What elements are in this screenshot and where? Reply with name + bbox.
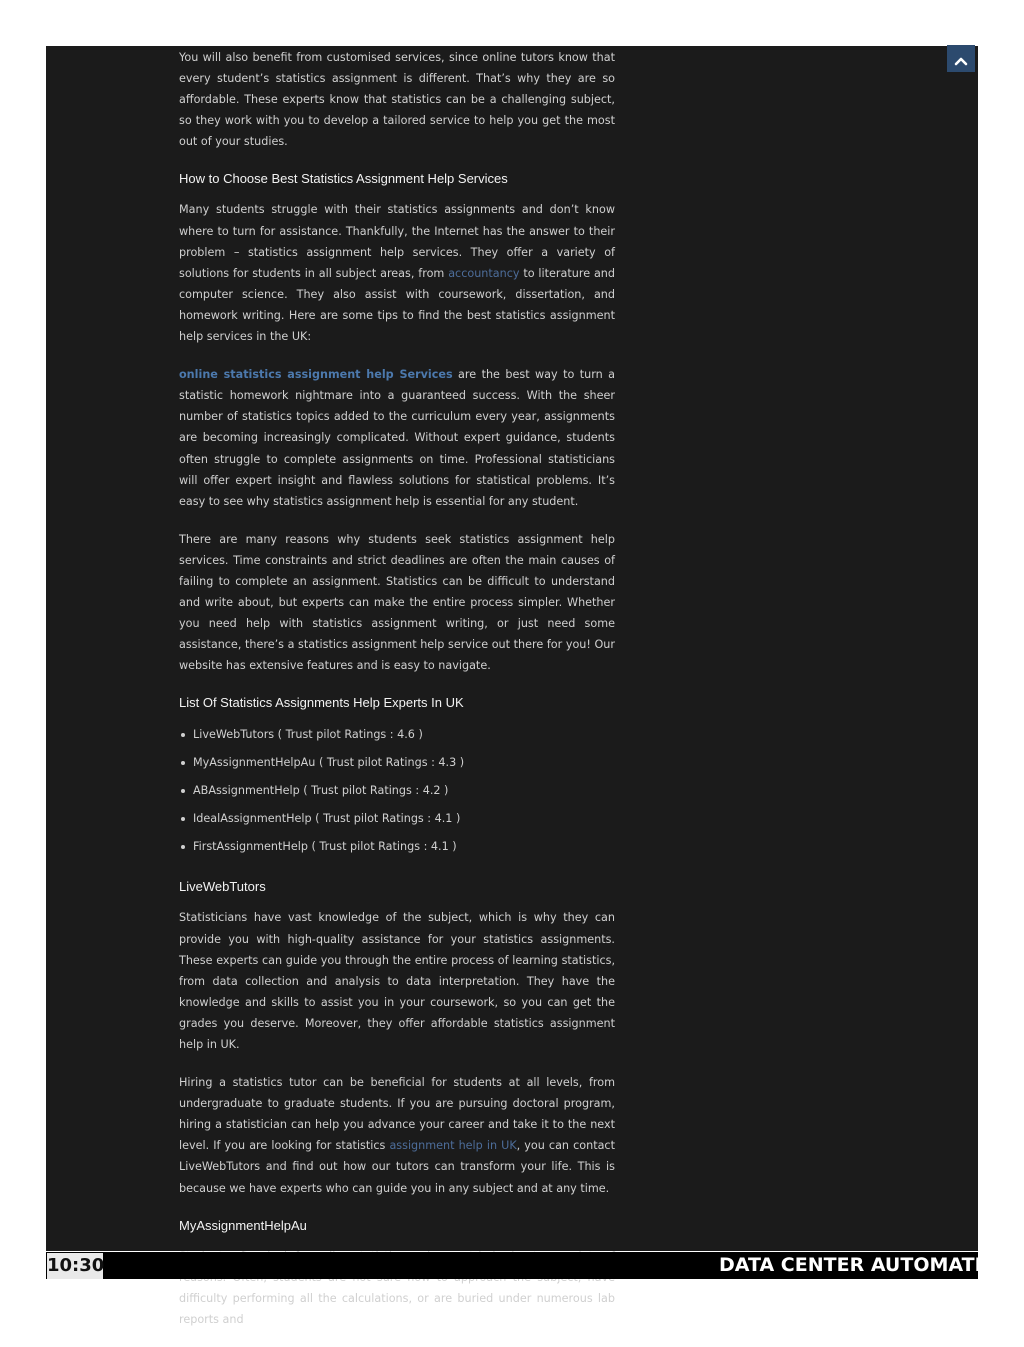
- assignment-help-uk-link[interactable]: assignment help in UK: [389, 1139, 517, 1153]
- paragraph-many-students-text: Many students struggle with their statistics assignments and don’t know where to turn for assistance. Thankfully, the Internet has the answer to their problem – statistics assignment help services. They offer a variety of solutions for students in all subject areas, from: [179, 203, 615, 280]
- article-body: [179, 46, 615, 1347]
- paragraph-online-services: [179, 364, 615, 512]
- paragraph-many-students-text-end: to literature and computer science. They also assist with coursework, dissertation, and homework writing. Here are some tips to find the best statistics assignment help services in the UK:: [179, 266, 615, 344]
- paragraph-many-students: [179, 199, 615, 347]
- list-item: FirstAssignmentHelp ( Trust pilot Ratings : 4.1 ): [179, 835, 615, 863]
- ticker-headline: DATA CENTER AUTOMATION: [719, 1254, 1014, 1276]
- list-item: LiveWebTutors ( Trust pilot Ratings : 4.6 ): [179, 723, 615, 751]
- list-item: ABAssignmentHelp ( Trust pilot Ratings : 4.2 ): [179, 779, 615, 807]
- heading-experts-list: List Of Statistics Assignments Help Experts In UK: [179, 695, 464, 711]
- experts-list: [179, 723, 615, 863]
- clock-time: 10:30: [47, 1253, 103, 1279]
- bottom-ticker-bar: [46, 1252, 1014, 1279]
- paragraph-hiring-tutor: [179, 1072, 615, 1199]
- paragraph-statisticians: Statisticians have vast knowledge of the subject, which is why they can provide you with high-quality assistance for your statistics assignments. These experts can guide you through the entire process of learning statistics, from data collection and analysis to data interpretation. They have the knowledge and skills to assist you in your coursework, so you can get the grades you deserve. Moreover, they offer affordable statistics assignment help in UK.: [179, 911, 615, 1051]
- scroll-to-top-button[interactable]: [947, 45, 975, 72]
- heading-myassignmenthelpau: MyAssignmentHelpAu: [179, 1217, 307, 1233]
- list-item: IdealAssignmentHelp ( Trust pilot Ratings : 4.1 ): [179, 807, 615, 835]
- list-item: MyAssignmentHelpAu ( Trust pilot Ratings : 4.3 ): [179, 751, 615, 779]
- paragraph-online-services-text: are the best way to turn a statistic homework nightmare into a guaranteed success. With the sheer number of statistics topics added to the curriculum every year, assignments are becoming increasingly complicated. Without expert guidance, students often struggle to complete assignments on time. Professional statisticians will offer expert insight and flawless solutions for statistical problems. It’s easy to see why statistics assignment help is essential for any student.: [179, 368, 615, 508]
- paragraph-many-reasons: There are many reasons why students seek statistics assignment help services. Time constraints and strict deadlines are often the main causes of failing to complete an assignment. Statistics can be difficult to understand and write about, but experts can make the entire process simpler. Whether you need help with statistics assignment writing, or just need some assistance, there’s a statistics assignment help service out there for you! Our website has extensive features and is easy to navigate.: [179, 532, 615, 673]
- accountancy-link[interactable]: accountancy: [448, 266, 520, 280]
- paragraph-hiring-tutor-text: Hiring a statistics tutor can be beneficial for students at all levels, from undergraduate to graduate students. If you are pursuing doctoral program, hiring a statistician can help you advance your career and take it to the next level. If you are looking for statistics: [179, 1076, 615, 1153]
- chevron-up-icon: [954, 54, 968, 64]
- paragraph-students-often: difficulty performing all the calculations, or are buried under numerous lab reports and: [179, 1291, 615, 1326]
- heading-livewebtutors: LiveWebTutors: [179, 879, 266, 895]
- heading-choose-services: How to Choose Best Statistics Assignment Help Services: [179, 171, 508, 187]
- paragraph-hiring-tutor-text-end: , you can contact LiveWebTutors and find out how our tutors can transform your life. This is because we have experts who can guide you in any subject and at any time.: [179, 1139, 615, 1195]
- paragraph-customised-services: You will also benefit from customised services, since online tutors know that every student’s statistics assignment is different. That’s why they are so affordable. These experts know that statistics can be a challenging subject, so they work with you to develop a tailored service to help you get the most out of your studies.: [179, 51, 615, 149]
- online-statistics-help-link[interactable]: online statistics assignment help Services: [179, 368, 453, 382]
